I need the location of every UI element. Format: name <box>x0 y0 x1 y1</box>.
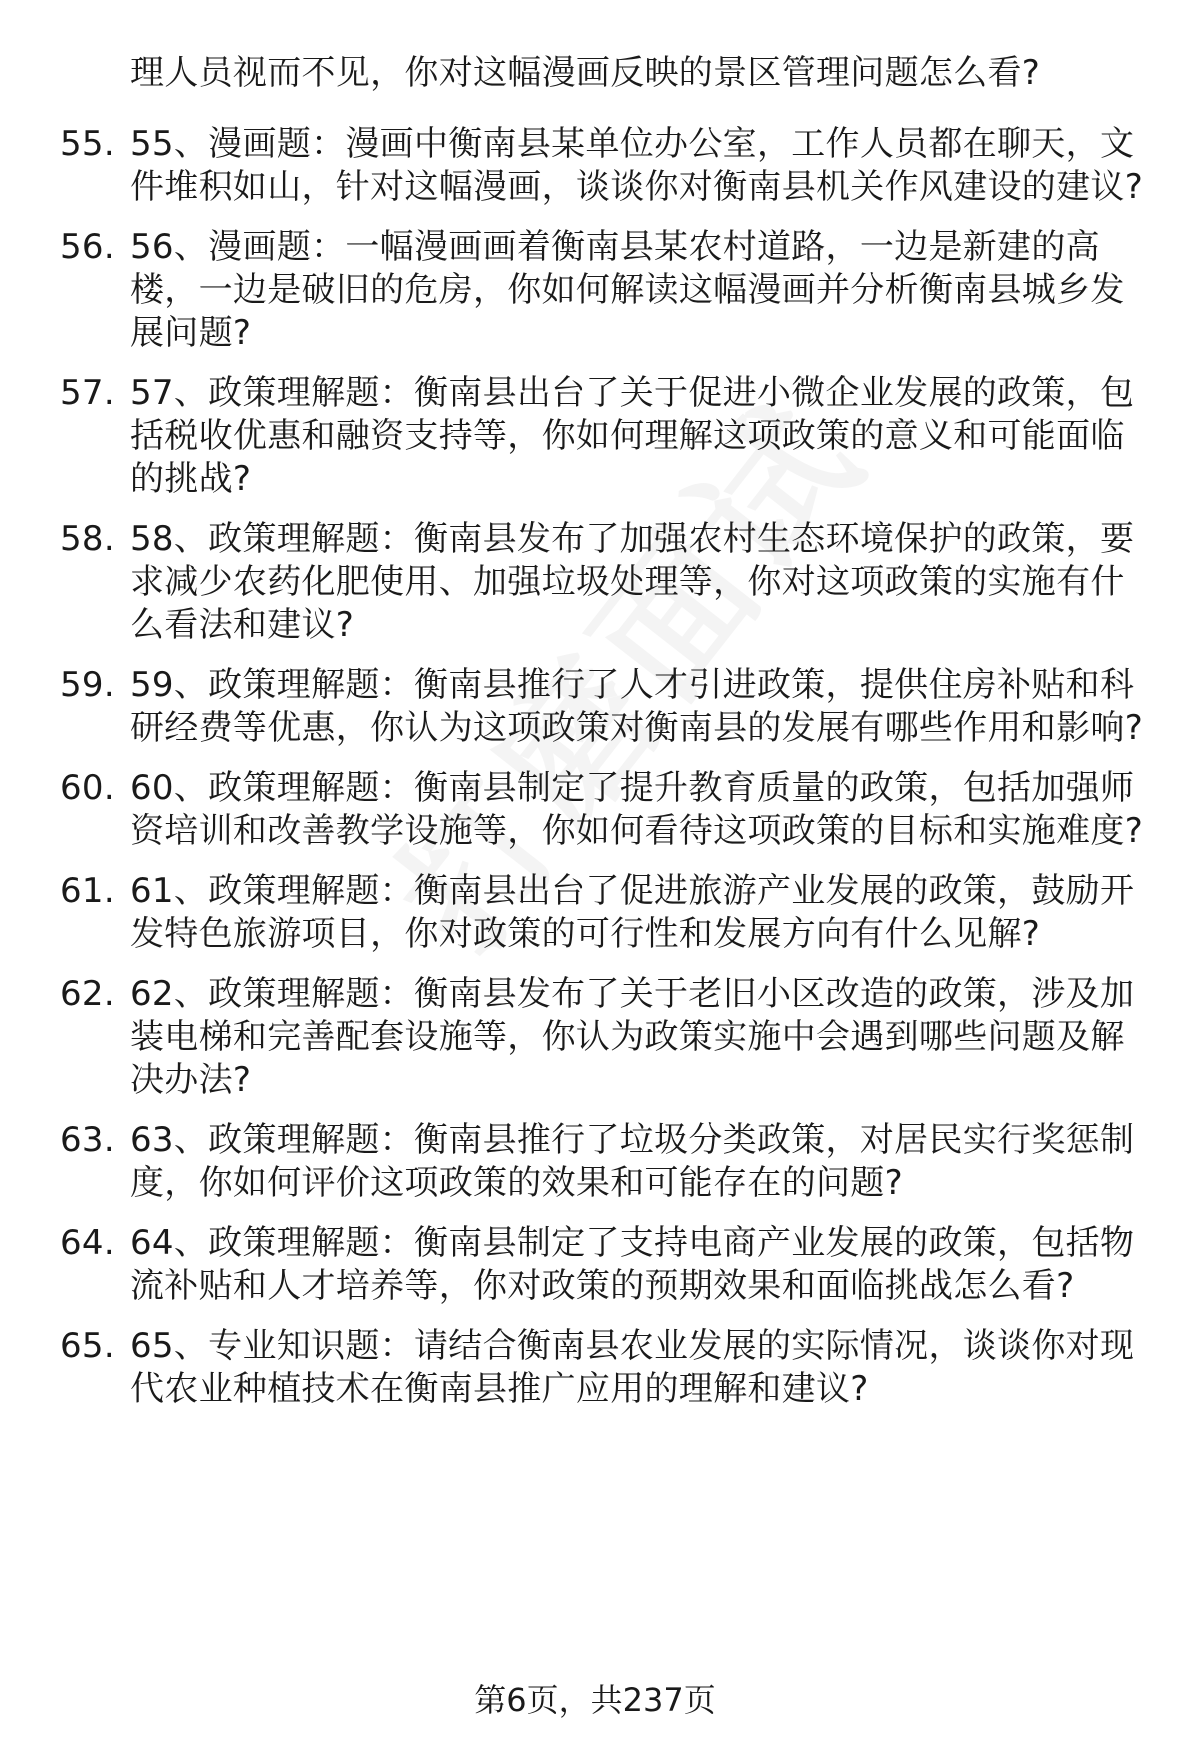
question-item <box>0 664 1150 750</box>
question-number: 65. <box>60 1326 115 1366</box>
question-number: 56. <box>60 227 115 267</box>
question-text: 65、专业知识题：请结合衡南县农业发展的实际情况，谈谈你对现代农业种植技术在衡南县推广应用的理解和建议? <box>130 1326 1135 1409</box>
question-number: 62. <box>60 974 115 1014</box>
question-number: 61. <box>60 871 115 911</box>
question-text: 56、漫画题：一幅漫画画着衡南县某农村道路，一边是新建的高楼，一边是破旧的危房，你如何解读这幅漫画并分析衡南县城乡发展问题? <box>130 227 1125 353</box>
question-text: 64、政策理解题：衡南县制定了支持电商产业发展的政策，包括物流补贴和人才培养等，你对政策的预期效果和面临挑战怎么看? <box>130 1223 1135 1306</box>
question-text: 62、政策理解题：衡南县发布了关于老旧小区改造的政策，涉及加装电梯和完善配套设施等，你认为政策实施中会遇到哪些问题及解决办法? <box>130 974 1135 1100</box>
question-item <box>0 1119 1150 1205</box>
question-number: 60. <box>60 768 115 808</box>
question-text: 58、政策理解题：衡南县发布了加强农村生态环境保护的政策，要求减少农药化肥使用、加强垃圾处理等，你对这项政策的实施有什么看法和建议? <box>130 519 1135 645</box>
question-number: 59. <box>60 665 115 705</box>
question-list <box>0 123 1190 1428</box>
question-item <box>0 870 1150 956</box>
question-text: 63、政策理解题：衡南县推行了垃圾分类政策，对居民实行奖惩制度，你如何评价这项政策的效果和可能存在的问题? <box>130 1120 1135 1203</box>
question-item <box>0 372 1150 501</box>
page-footer: 第6页，共237页 <box>474 1681 716 1719</box>
question-item <box>0 518 1150 647</box>
question-item <box>0 767 1150 853</box>
question-item <box>0 226 1150 355</box>
question-number: 64. <box>60 1223 115 1263</box>
question-number: 63. <box>60 1120 115 1160</box>
question-number: 57. <box>60 373 115 413</box>
question-item <box>0 123 1150 209</box>
question-number: 55. <box>60 124 115 164</box>
question-text: 59、政策理解题：衡南县推行了人才引进政策，提供住房补贴和科研经费等优惠，你认为这项政策对衡南县的发展有哪些作用和影响? <box>130 665 1144 748</box>
question-text: 60、政策理解题：衡南县制定了提升教育质量的政策，包括加强师资培训和改善教学设施等，你如何看待这项政策的目标和实施难度? <box>130 768 1144 851</box>
question-text: 55、漫画题：漫画中衡南县某单位办公室，工作人员都在聊天，文件堆积如山，针对这幅漫画，谈谈你对衡南县机关作风建设的建议? <box>130 124 1144 207</box>
question-item <box>0 1222 1150 1308</box>
continuation-text: 理人员视而不见，你对这幅漫画反映的景区管理问题怎么看? <box>130 53 1041 93</box>
question-text: 57、政策理解题：衡南县出台了关于促进小微企业发展的政策，包括税收优惠和融资支持等，你如何理解这项政策的意义和可能面临的挑战? <box>130 373 1135 499</box>
question-item <box>0 1325 1150 1411</box>
question-text: 61、政策理解题：衡南县出台了促进旅游产业发展的政策，鼓励开发特色旅游项目，你对政策的可行性和发展方向有什么见解? <box>130 871 1135 954</box>
question-item <box>0 973 1150 1102</box>
question-number: 58. <box>60 519 115 559</box>
